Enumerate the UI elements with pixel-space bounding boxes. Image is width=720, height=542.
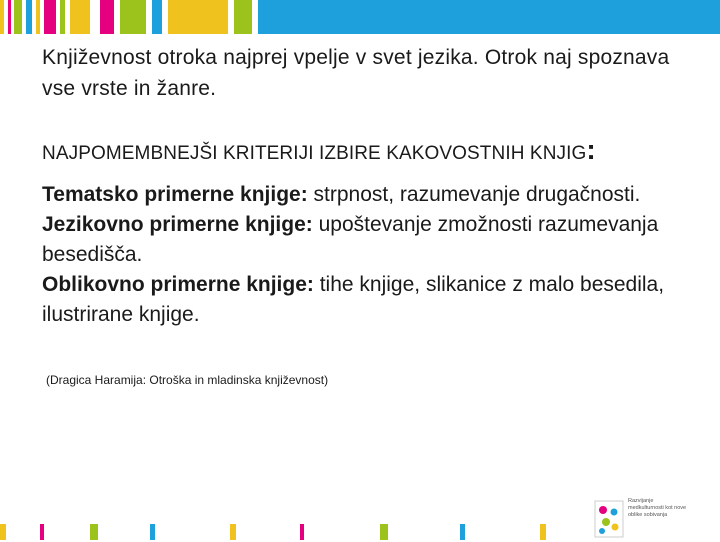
criteria-label: Jezikovno primerne knjige: [42, 213, 313, 236]
criteria-label: Tematsko primerne knjige: [42, 183, 308, 206]
stripe [100, 0, 114, 34]
logo-text: Razvijanje medkulturnosti kot nove oblike sobivanja [628, 498, 687, 518]
stripe [36, 0, 40, 34]
stripe [460, 524, 465, 540]
stripe [40, 524, 44, 540]
stripe [90, 524, 98, 540]
stripe [168, 0, 228, 34]
stripe [0, 0, 4, 34]
stripe [44, 0, 56, 34]
stripe [540, 524, 546, 540]
stripe [258, 0, 300, 34]
intro-paragraph: Književnost otroka najprej vpelje v svet jezika. Otrok naj spoznava vse vrste in žanre. [42, 46, 670, 100]
criteria-list [42, 180, 692, 330]
project-logo [594, 498, 687, 542]
criteria-heading [42, 134, 692, 170]
stripe [150, 524, 155, 540]
criteria-text: tihe knjige, slikanice z malo besedila, ilustrirane knjige. [42, 273, 665, 326]
slide-content [42, 42, 692, 388]
stripe [300, 524, 304, 540]
criteria-item-formal [42, 270, 692, 330]
criteria-item-thematic [42, 180, 692, 210]
criteria-item-linguistic [42, 210, 692, 270]
stripe [26, 0, 32, 34]
stripe [230, 524, 236, 540]
criteria-text: strpnost, razumevanje drugačnosti. [307, 183, 641, 206]
stripe [120, 0, 146, 34]
criteria-heading-colon: : [586, 134, 596, 165]
top-blue-bar [300, 0, 720, 34]
top-decorative-stripes [0, 0, 300, 34]
bottom-decorative-stripes [0, 524, 560, 540]
stripe [234, 0, 252, 34]
stripe [152, 0, 162, 34]
stripe [380, 524, 388, 540]
criteria-text: upoštevanje zmožnosti razumevanja besedišča. [42, 213, 659, 266]
criteria-label: Oblikovno primerne knjige: [42, 273, 314, 296]
stripe [70, 0, 90, 34]
multicultural-logo-icon [594, 500, 624, 538]
stripe [60, 0, 65, 34]
stripe [0, 524, 6, 540]
criteria-heading-text: NAJPOMEMBNEJŠI KRITERIJI IZBIRE KAKOVOSTNIH KNJIG [42, 143, 587, 164]
citation: (Dragica Haramija: Otroška in mladinska književnost) [46, 373, 329, 387]
stripe [14, 0, 22, 34]
stripe [8, 0, 11, 34]
